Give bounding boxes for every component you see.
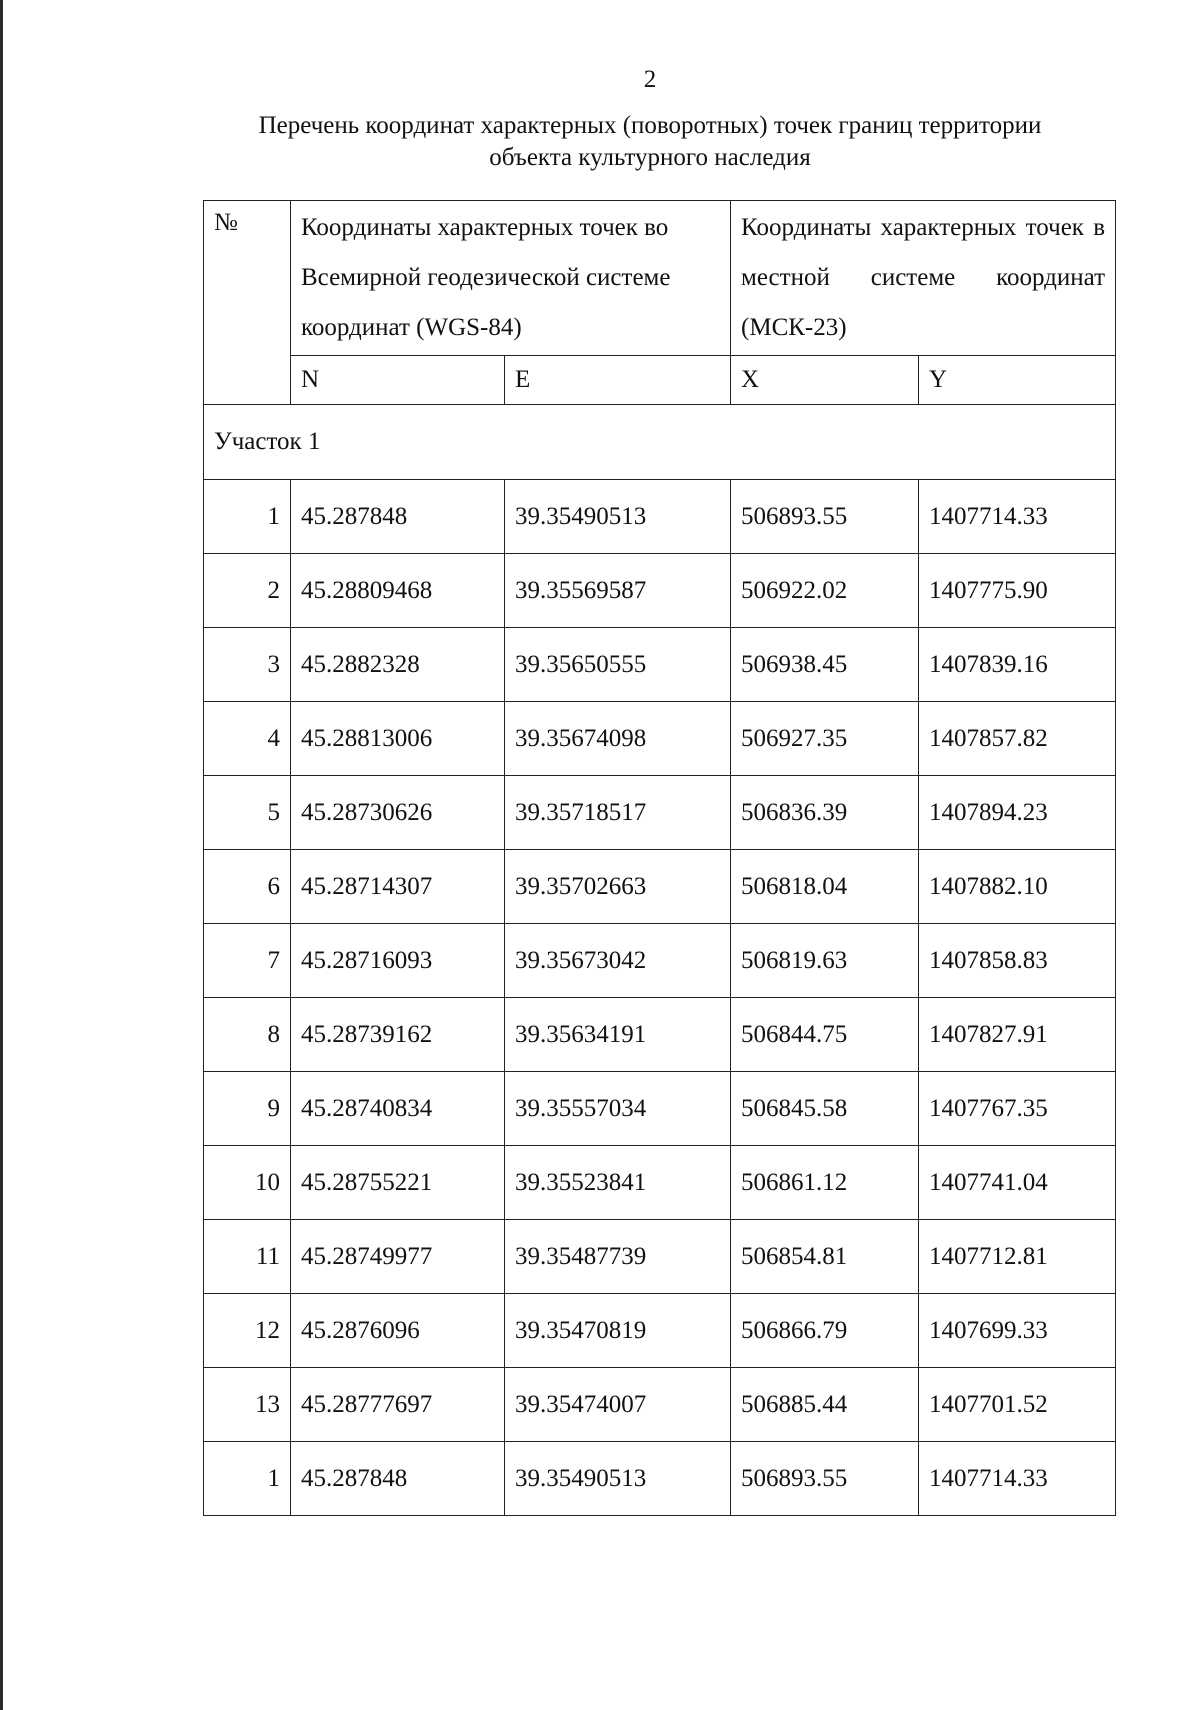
cell-point-number: 2: [204, 554, 291, 628]
header-col-e: E: [505, 356, 731, 405]
cell-point-number: 7: [204, 924, 291, 998]
header-col-x: X: [731, 356, 919, 405]
table-row: [204, 1146, 1116, 1220]
table-row: [204, 628, 1116, 702]
cell-n: 45.28809468: [291, 554, 505, 628]
document-title: [180, 110, 1120, 174]
cell-x: 506893.55: [731, 480, 919, 554]
cell-point-number: 1: [204, 480, 291, 554]
page-number: 2: [643, 66, 657, 93]
cell-y: 1407894.23: [919, 776, 1116, 850]
header-col-y: Y: [919, 356, 1116, 405]
cell-y: 1407712.81: [919, 1220, 1116, 1294]
table-row: [204, 1442, 1116, 1516]
section-label: Участок 1: [204, 405, 1116, 480]
cell-n: 45.2876096: [291, 1294, 505, 1368]
cell-x: 506885.44: [731, 1368, 919, 1442]
cell-e: 39.35490513: [505, 480, 731, 554]
cell-x: 506844.75: [731, 998, 919, 1072]
cell-x: 506818.04: [731, 850, 919, 924]
header-number: №: [204, 201, 291, 405]
cell-x: 506819.63: [731, 924, 919, 998]
cell-y: 1407714.33: [919, 1442, 1116, 1516]
cell-point-number: 10: [204, 1146, 291, 1220]
title-line-2: объекта культурного наследия: [489, 144, 811, 171]
cell-n: 45.28755221: [291, 1146, 505, 1220]
cell-point-number: 6: [204, 850, 291, 924]
cell-n: 45.28714307: [291, 850, 505, 924]
cell-y: 1407827.91: [919, 998, 1116, 1072]
section-row: [204, 405, 1116, 480]
header-row-group: [204, 201, 1116, 356]
cell-x: 506893.55: [731, 1442, 919, 1516]
cell-x: 506845.58: [731, 1072, 919, 1146]
cell-x: 506927.35: [731, 702, 919, 776]
cell-y: 1407699.33: [919, 1294, 1116, 1368]
cell-y: 1407741.04: [919, 1146, 1116, 1220]
cell-e: 39.35490513: [505, 1442, 731, 1516]
table-row: [204, 1072, 1116, 1146]
table-row: [204, 998, 1116, 1072]
cell-x: 506866.79: [731, 1294, 919, 1368]
cell-x: 506938.45: [731, 628, 919, 702]
cell-y: 1407839.16: [919, 628, 1116, 702]
header-wgs84: Координаты характерных точек во Всемирной геодезической системе координат (WGS-84): [291, 201, 731, 356]
table-row: [204, 1294, 1116, 1368]
table-row: [204, 1368, 1116, 1442]
cell-e: 39.35650555: [505, 628, 731, 702]
cell-e: 39.35470819: [505, 1294, 731, 1368]
cell-n: 45.28730626: [291, 776, 505, 850]
cell-point-number: 11: [204, 1220, 291, 1294]
cell-point-number: 5: [204, 776, 291, 850]
table-row: [204, 924, 1116, 998]
cell-point-number: 1: [204, 1442, 291, 1516]
cell-y: 1407775.90: [919, 554, 1116, 628]
scan-edge: [0, 0, 3, 1710]
table-row: [204, 1220, 1116, 1294]
cell-e: 39.35634191: [505, 998, 731, 1072]
table-row: [204, 702, 1116, 776]
cell-x: 506836.39: [731, 776, 919, 850]
cell-e: 39.35718517: [505, 776, 731, 850]
cell-x: 506922.02: [731, 554, 919, 628]
cell-point-number: 12: [204, 1294, 291, 1368]
cell-e: 39.35474007: [505, 1368, 731, 1442]
cell-point-number: 4: [204, 702, 291, 776]
cell-n: 45.28740834: [291, 1072, 505, 1146]
cell-point-number: 8: [204, 998, 291, 1072]
cell-n: 45.28716093: [291, 924, 505, 998]
cell-e: 39.35523841: [505, 1146, 731, 1220]
table-row: [204, 850, 1116, 924]
cell-e: 39.35674098: [505, 702, 731, 776]
cell-n: 45.28813006: [291, 702, 505, 776]
cell-y: 1407857.82: [919, 702, 1116, 776]
cell-n: 45.287848: [291, 1442, 505, 1516]
cell-point-number: 3: [204, 628, 291, 702]
cell-y: 1407701.52: [919, 1368, 1116, 1442]
cell-e: 39.35487739: [505, 1220, 731, 1294]
title-line-1: Перечень координат характерных (поворотных) точек границ территории: [258, 112, 1042, 139]
cell-n: 45.2882328: [291, 628, 505, 702]
cell-x: 506854.81: [731, 1220, 919, 1294]
header-msk23: Координаты характерных точек в местной системе координат (МСК-23): [731, 201, 1116, 356]
cell-y: 1407767.35: [919, 1072, 1116, 1146]
table-row: [204, 776, 1116, 850]
cell-e: 39.35569587: [505, 554, 731, 628]
cell-y: 1407882.10: [919, 850, 1116, 924]
table-row: [204, 480, 1116, 554]
header-row-columns: [204, 356, 1116, 405]
coordinates-table: [203, 200, 1116, 1516]
cell-e: 39.35557034: [505, 1072, 731, 1146]
cell-y: 1407714.33: [919, 480, 1116, 554]
cell-e: 39.35673042: [505, 924, 731, 998]
cell-y: 1407858.83: [919, 924, 1116, 998]
cell-n: 45.28739162: [291, 998, 505, 1072]
cell-n: 45.28777697: [291, 1368, 505, 1442]
table-row: [204, 554, 1116, 628]
cell-n: 45.28749977: [291, 1220, 505, 1294]
header-col-n: N: [291, 356, 505, 405]
cell-n: 45.287848: [291, 480, 505, 554]
cell-x: 506861.12: [731, 1146, 919, 1220]
cell-e: 39.35702663: [505, 850, 731, 924]
cell-point-number: 13: [204, 1368, 291, 1442]
cell-point-number: 9: [204, 1072, 291, 1146]
